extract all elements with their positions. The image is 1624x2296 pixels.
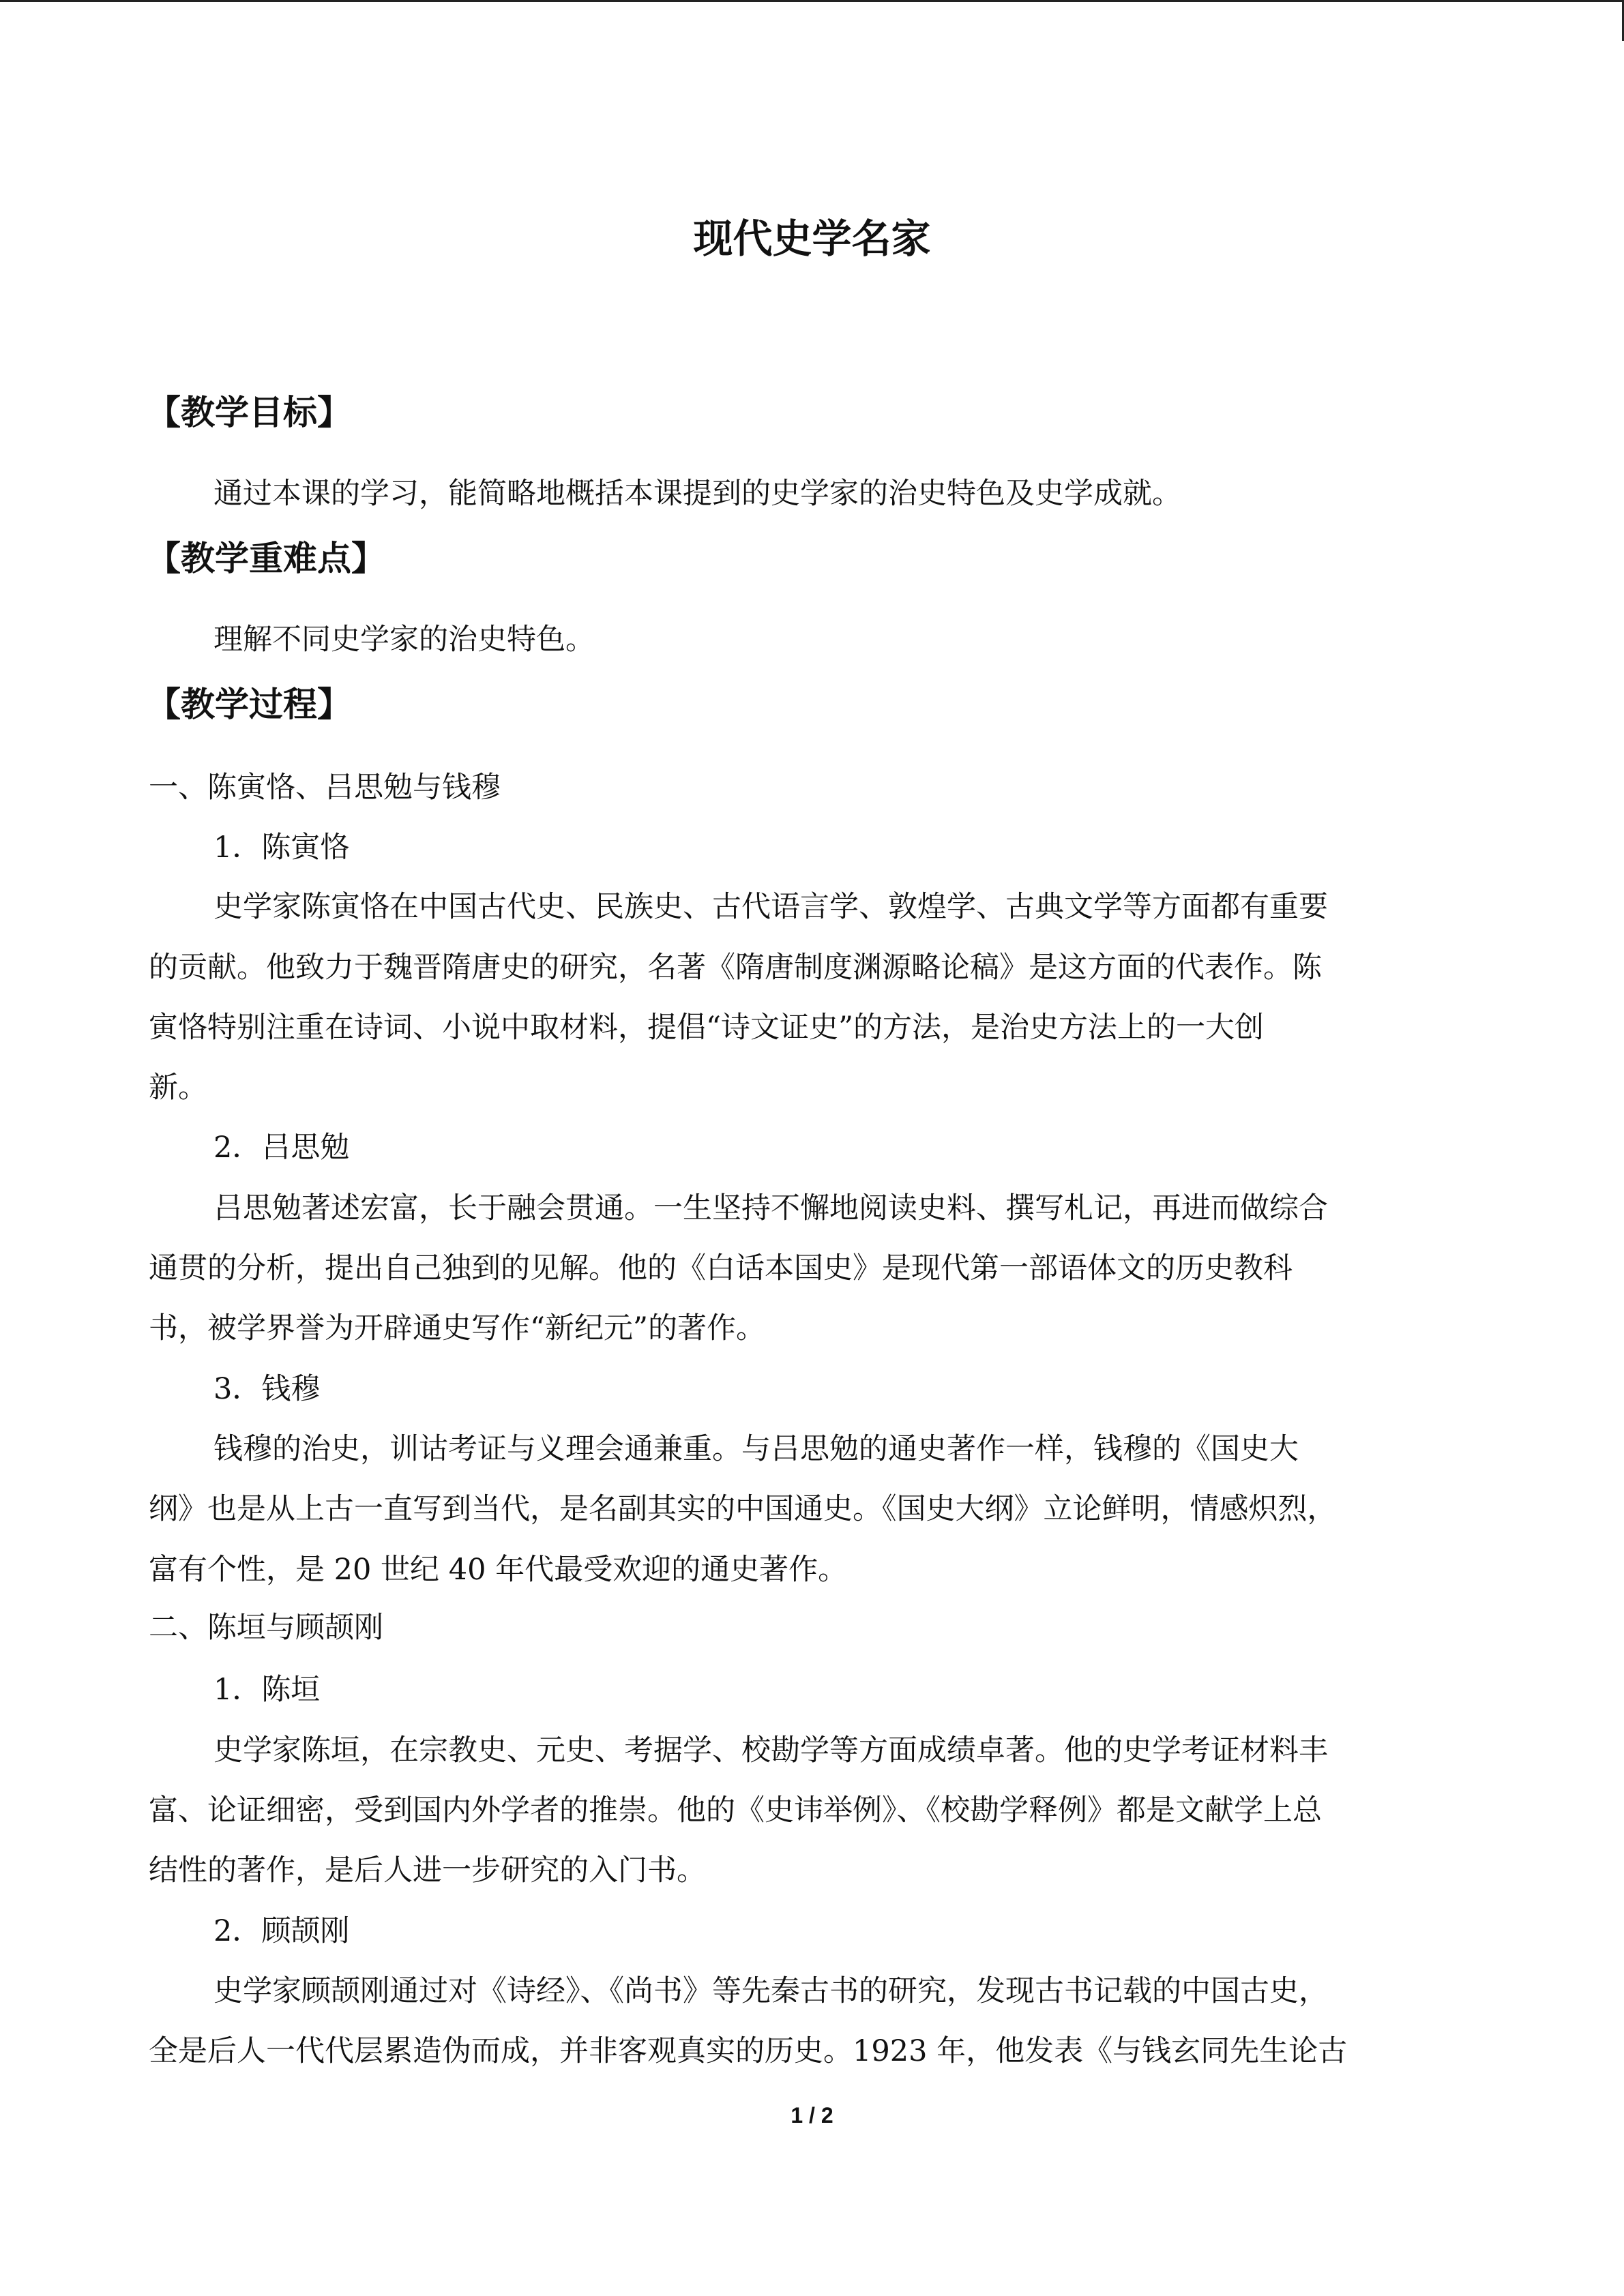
paragraph-line: 吕思勉著述宏富，长于融会贯通。一生坚持不懈地阅读史料、撰写札记，再进而做综合 <box>213 1191 1328 1225</box>
paragraph-line: 史学家顾颉刚通过对《诗经》、《尚书》等先秦古书的研究，发现古书记载的中国古史， <box>213 1974 1328 2008</box>
paragraph-line: 书，被学界誉为开辟通史写作“新纪元”的著作。 <box>149 1311 765 1345</box>
paragraph-line: 富、论证细密，受到国内外学者的推崇。他的《史讳举例》、《校勘学释例》都是文献学上总 <box>149 1793 1322 1828</box>
item-heading: 1．陈垣 <box>213 1673 321 1707</box>
heading-teaching-goals: 【教学目标】 <box>147 393 351 432</box>
paragraph-line: 钱穆的治史，训诂考证与义理会通兼重。与吕思勉的通史著作一样，钱穆的《国史大 <box>213 1432 1299 1466</box>
paragraph-line: 结性的著作，是后人进一步研究的入门书。 <box>149 1853 706 1888</box>
paragraph-line: 史学家陈寅恪在中国古代史、民族史、古代语言学、敦煌学、古典文学等方面都有重要 <box>213 890 1328 924</box>
subsection-heading: 一、陈寅恪、吕思勉与钱穆 <box>149 771 501 805</box>
paragraph-line: 富有个性，是 20 世纪 40 年代最受欢迎的通史著作。 <box>149 1553 848 1587</box>
page-number: 1 / 2 <box>791 2103 833 2128</box>
paragraph-line: 全是后人一代代层累造伪而成，并非客观真实的历史。1923 年，他发表《与钱玄同先生论古 <box>149 2034 1348 2068</box>
paragraph-line: 通贯的分析，提出自己独到的见解。他的《白话本国史》是现代第一部语体文的历史教科 <box>149 1251 1293 1285</box>
page-title: 现代史学名家 <box>693 215 931 262</box>
subsection-heading: 二、陈垣与顾颉刚 <box>149 1611 383 1645</box>
paragraph-line: 的贡献。他致力于魏晋隋唐史的研究，名著《隋唐制度渊源略论稿》是这方面的代表作。陈 <box>149 951 1322 985</box>
heading-teaching-process: 【教学过程】 <box>147 685 351 724</box>
item-heading: 2．顾颉刚 <box>213 1914 350 1948</box>
heading-key-points: 【教学重难点】 <box>147 539 385 578</box>
paragraph-line: 通过本课的学习，能简略地概括本课提到的史学家的治史特色及史学成就。 <box>213 477 1181 511</box>
item-heading: 3．钱穆 <box>213 1372 321 1406</box>
item-heading: 2．吕思勉 <box>213 1131 350 1165</box>
paragraph-line: 理解不同史学家的治史特色。 <box>213 623 595 657</box>
item-heading: 1．陈寅恪 <box>213 831 350 865</box>
top-border <box>0 0 1623 2</box>
paragraph-line: 纲》也是从上古一直写到当代，是名副其实的中国通史。《国史大纲》立论鲜明，情感炽烈， <box>149 1492 1337 1526</box>
paragraph-line: 史学家陈垣，在宗教史、元史、考据学、校勘学等方面成绩卓著。他的史学考证材料丰 <box>213 1733 1328 1768</box>
paragraph-line: 新。 <box>149 1071 207 1105</box>
paragraph-line: 寅恪特别注重在诗词、小说中取材料，提倡“诗文证史”的方法，是治史方法上的一大创 <box>149 1011 1264 1045</box>
